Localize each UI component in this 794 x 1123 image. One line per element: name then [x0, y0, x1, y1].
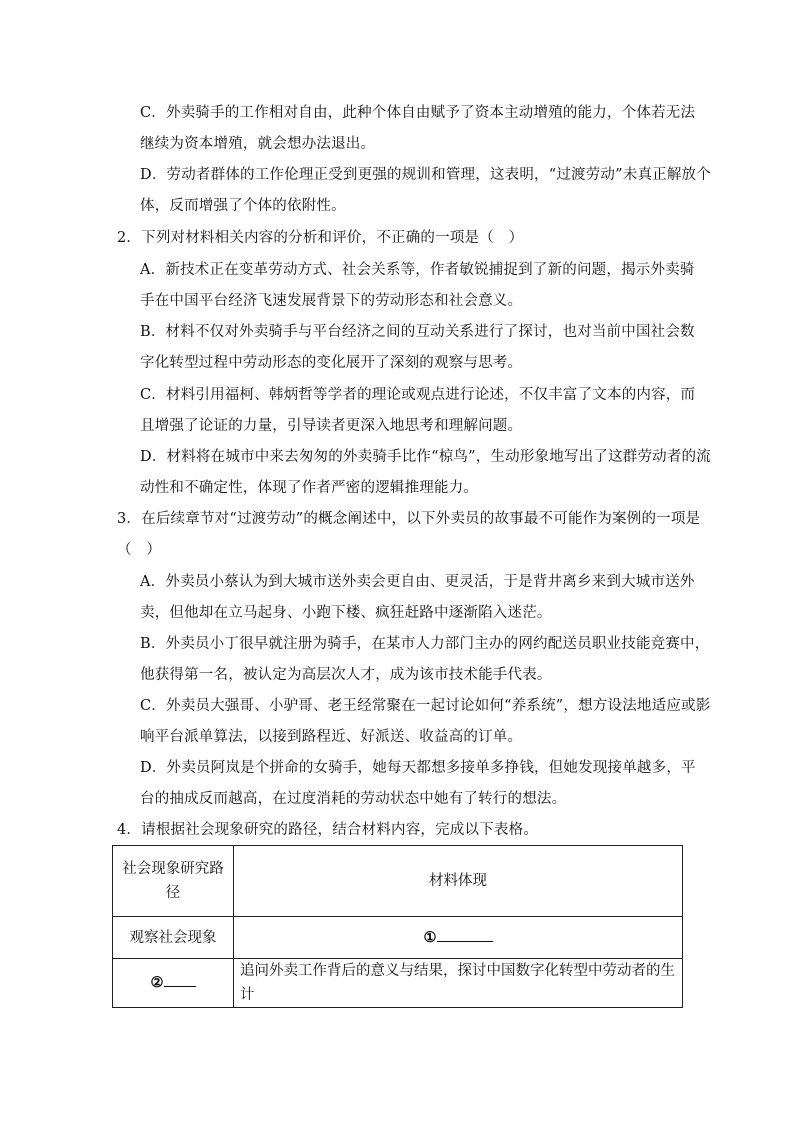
q2-option-b-line2: 字化转型过程中劳动形态的变化展开了深刻的观察与思考。	[140, 355, 523, 371]
q3-option-a-line1: A．外卖员小蔡认为到大城市送外卖会更自由、更灵活，于是背井离乡来到大城市送外	[140, 574, 695, 590]
q2-option-a-line1: A．新技术正在变革劳动方式、社会关系等，作者敏锐捕捉到了新的问题，揭示外卖骑	[140, 262, 695, 278]
q3-option-b-line1: B．外卖员小丁很早就注册为骑手，在某市人力部门主办的网约配送员职业技能竞赛中，	[140, 636, 710, 652]
row-inquiry-meaning: 追问外卖工作背后的意义与结果，探讨中国数字化转型中劳动者的生计	[234, 959, 683, 1008]
q1-option-d-line2: 体，反而增强了个体的依附性。	[140, 198, 346, 214]
q3-option-d-line1: D．外卖员阿岚是个拼命的女骑手，她每天都想多接单多挣钱，但她发现接单越多，平	[140, 760, 696, 776]
q3-stem-line1: 3．在后续章节对“过渡劳动”的概念阐述中，以下外卖员的故事最不可能作为案例的一项是	[117, 511, 701, 527]
row-observe-phenomenon: 观察社会现象	[113, 917, 234, 959]
answer-blank-2[interactable]	[164, 972, 196, 987]
q1-option-c-line1: C．外卖骑手的工作相对自由，此种个体自由赋予了资本主动增殖的能力，个体若无法	[140, 105, 696, 121]
q1-option-d-line1: D．劳动者群体的工作伦理正受到更强的规训和管理，这表明，“过渡劳动”未真正解放个	[140, 167, 711, 183]
header-research-path-line1: 社会现象研究路	[122, 861, 224, 877]
answer-blank-1-cell	[234, 917, 683, 959]
blank-marker-1: ①	[423, 928, 437, 946]
header-research-path-line2: 径	[165, 885, 181, 901]
q2-option-c-line1: C．材料引用福柯、韩炳哲等学者的理论或观点进行论述，不仅丰富了文本的内容，而	[140, 387, 696, 403]
q3-option-b-line2: 他获得第一名，被认定为高层次人才，成为该市技术能手代表。	[140, 667, 552, 683]
blank-marker-2: ②	[150, 974, 164, 991]
q2-option-c-line2: 且增强了论证的力量，引导读者更深入地思考和理解问题。	[140, 418, 523, 434]
q3-option-c-line2: 响平台派单算法，以接到路程近、好派送、收益高的订单。	[140, 729, 523, 745]
q2-option-d-line2: 动性和不确定性，体现了作者严密的逻辑推理能力。	[140, 480, 479, 496]
table-row	[113, 959, 683, 1008]
q2-option-d-line1: D．材料将在城市中来去匆匆的外卖骑手比作“椋鸟”，生动形象地写出了这群劳动者的流	[140, 449, 711, 465]
header-research-path	[113, 846, 234, 917]
q4-table	[112, 845, 683, 1008]
header-material-evidence: 材料体现	[234, 846, 683, 917]
q1-option-c-line2: 继续为资本增殖，就会想办法退出。	[140, 136, 376, 152]
q2-option-a-line2: 手在中国平台经济飞速发展背景下的劳动形态和社会意义。	[140, 293, 523, 309]
q3-stem-line2: （ ）	[117, 542, 162, 558]
table-header-row	[113, 846, 683, 917]
q2-option-b-line1: B．材料不仅对外卖骑手与平台经济之间的互动关系进行了探讨，也对当前中国社会数	[140, 324, 695, 340]
table-row	[113, 917, 683, 959]
q3-option-d-line2: 台的抽成反而越高，在过度消耗的劳动状态中她有了转行的想法。	[140, 791, 567, 807]
q2-stem: 2．下列对材料相关内容的分析和评价，不正确的一项是（ ）	[117, 230, 524, 246]
q4-stem: 4．请根据社会现象研究的路径，结合材料内容，完成以下表格。	[117, 822, 539, 838]
answer-blank-2-cell	[113, 959, 234, 1008]
q3-option-a-line2: 卖，但他却在立马起身、小跑下楼、疯狂赶路中逐渐陷入迷茫。	[140, 605, 552, 621]
q3-option-c-line1: C．外卖员大强哥、小驴哥、老王经常聚在一起讨论如何“养系统”，想方设法地适应或影	[140, 698, 711, 714]
answer-blank-1[interactable]	[437, 927, 493, 942]
